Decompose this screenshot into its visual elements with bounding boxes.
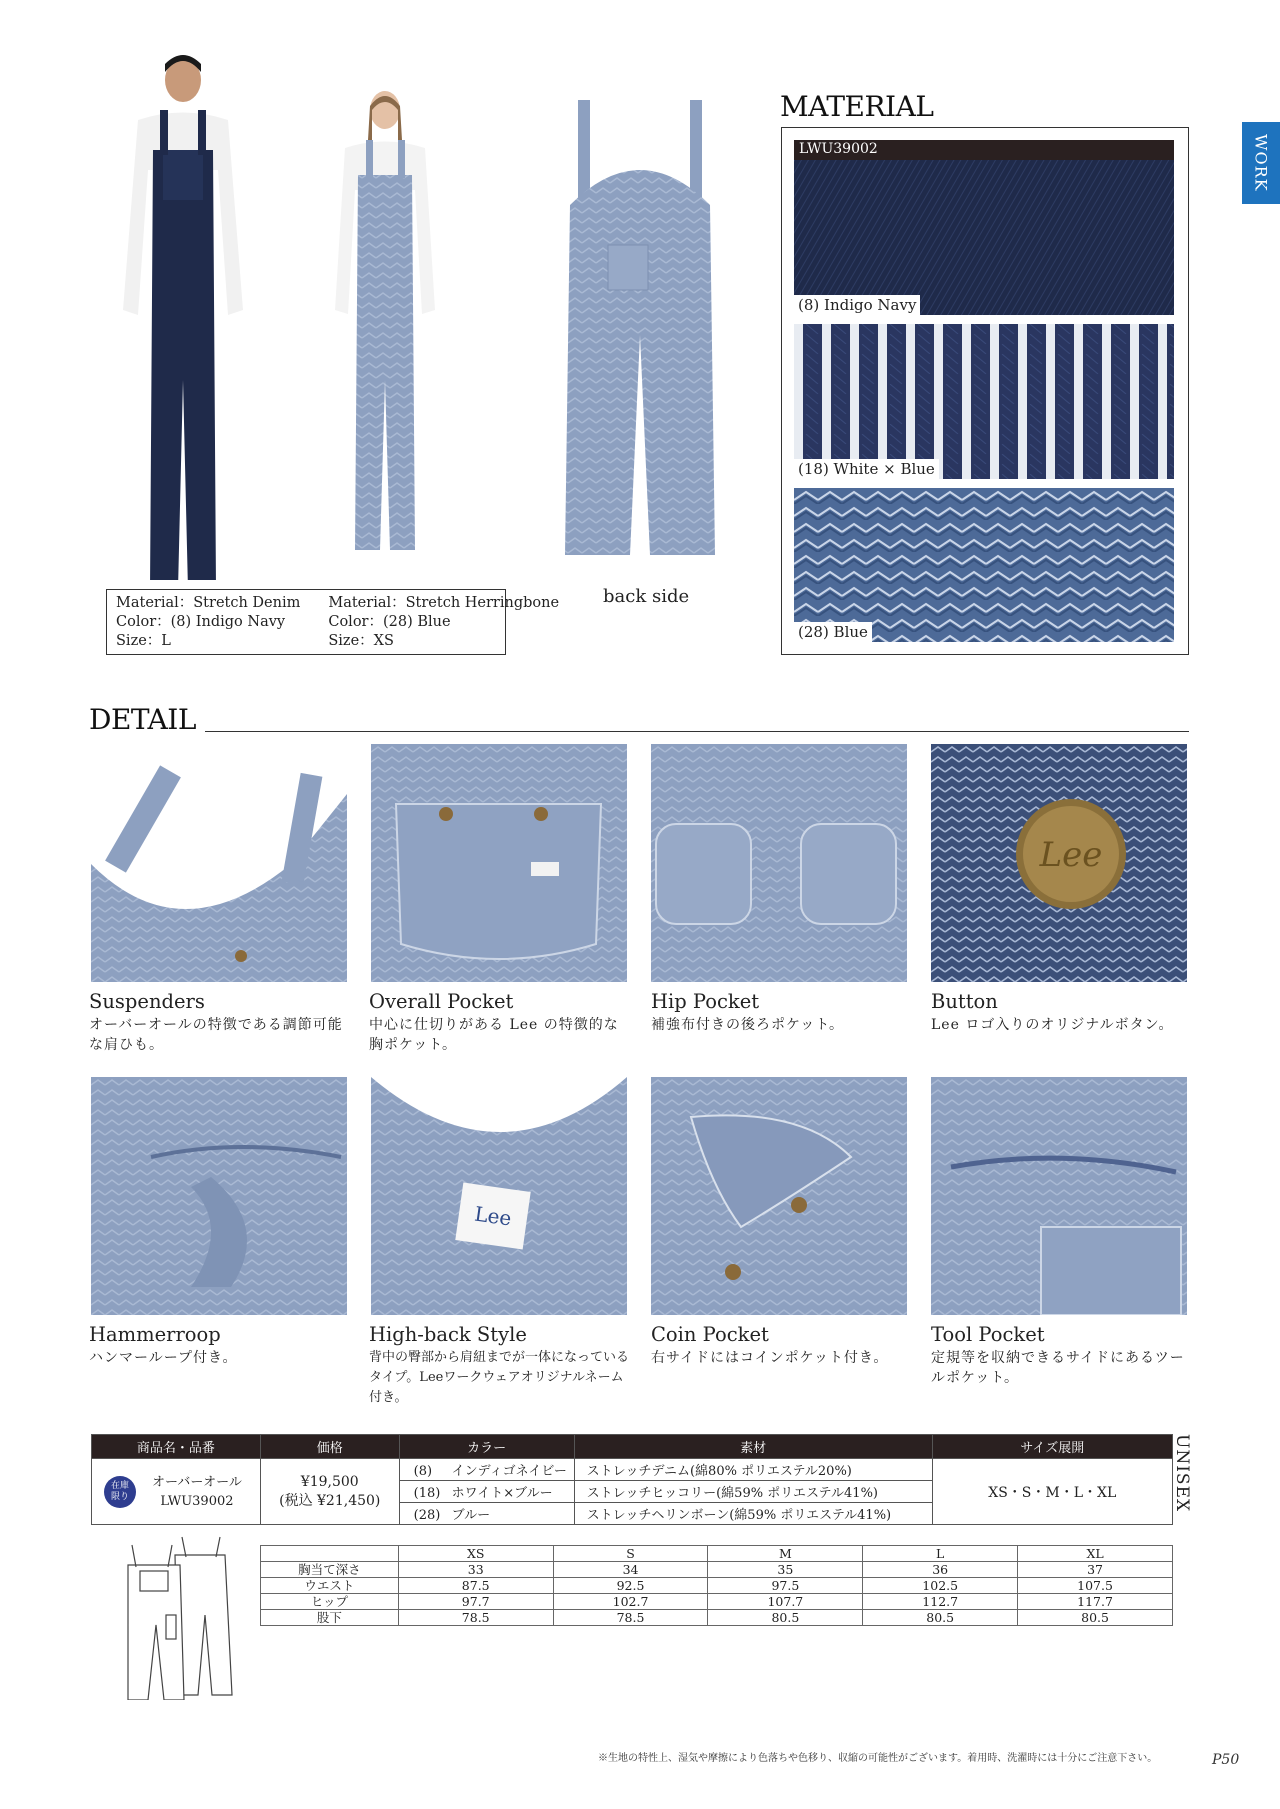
detail-title-coin-pocket: Coin Pocket — [651, 1323, 769, 1346]
color-name: ブルー — [451, 1508, 491, 1523]
product-table-header — [92, 1435, 1173, 1459]
swatch-label: (18) White × Blue — [794, 459, 939, 479]
stock-limited-badge — [104, 1476, 136, 1508]
size-cell: 80.5 — [708, 1610, 863, 1626]
detail-title-button: Button — [931, 990, 998, 1013]
header-material: 素材 — [574, 1435, 932, 1459]
model-male-photo — [108, 50, 258, 580]
size-header-blank — [261, 1546, 399, 1562]
size-row-label: ウエスト — [261, 1578, 399, 1594]
detail-title-hip-pocket: Hip Pocket — [651, 990, 760, 1013]
size-cell: 37 — [1018, 1562, 1173, 1578]
size-row-label: 股下 — [261, 1610, 399, 1626]
spec-material: Material：Stretch Herringbone — [328, 595, 560, 611]
size-cell: 97.7 — [398, 1594, 553, 1610]
size-cell: 80.5 — [863, 1610, 1018, 1626]
size-cell: 80.5 — [1018, 1610, 1173, 1626]
detail-desc-overall-pocket: 中心に仕切りがある Lee の特徴的な胸ポケット。 — [369, 1017, 619, 1053]
size-cell: 35 — [708, 1562, 863, 1578]
spec-material: Material：Stretch Denim — [116, 595, 301, 611]
spec-size: Size：L — [116, 633, 171, 649]
size-cell: 87.5 — [398, 1578, 553, 1594]
size-cell: 33 — [398, 1562, 553, 1578]
detail-title-overall-pocket: Overall Pocket — [369, 990, 514, 1013]
size-row-label: 胸当て深さ — [261, 1562, 399, 1578]
model-right-spec — [328, 594, 559, 650]
material-heading: MATERIAL — [780, 90, 934, 123]
model-female-photo — [320, 80, 450, 580]
work-tab-label: WORK — [1251, 134, 1271, 192]
color-cell — [399, 1503, 574, 1525]
photo-coin-pocket — [651, 1077, 907, 1315]
detail-title-tool-pocket: Tool Pocket — [931, 1323, 1045, 1346]
spec-size: Size：XS — [328, 633, 394, 649]
detail-title-suspenders: Suspenders — [89, 990, 205, 1013]
size-cell: 107.7 — [708, 1594, 863, 1610]
material-box — [781, 127, 1189, 655]
product-table — [91, 1434, 1173, 1525]
spec-color: Color：(28) Blue — [328, 614, 451, 630]
size-col-header: XS — [398, 1546, 553, 1562]
price: ¥19,500 — [300, 1473, 359, 1490]
price-cell — [260, 1459, 399, 1525]
size-col-header: M — [708, 1546, 863, 1562]
size-cell: 107.5 — [1018, 1578, 1173, 1594]
detail-desc-button: Lee ロゴ入りのオリジナルボタン。 — [931, 1017, 1174, 1033]
model-spec-box — [106, 589, 560, 655]
swatch-indigo-navy — [794, 160, 1174, 315]
size-cell: 36 — [863, 1562, 1018, 1578]
overall-line-drawing — [120, 1535, 240, 1700]
swatch-blue — [794, 488, 1174, 642]
size-table — [260, 1545, 1173, 1626]
material-cell: ストレッチヒッコリー(綿59% ポリエステル41%) — [574, 1481, 932, 1503]
color-number: (8) — [413, 1464, 433, 1479]
table-row — [261, 1594, 1173, 1610]
photo-hammerroop — [91, 1077, 347, 1315]
table-row — [261, 1562, 1173, 1578]
size-row-label: ヒップ — [261, 1594, 399, 1610]
photo-overall-pocket — [371, 744, 627, 982]
material-code: LWU39002 — [799, 141, 878, 157]
color-number: (28) — [413, 1508, 441, 1523]
size-cell: 102.5 — [863, 1578, 1018, 1594]
stock-limited-text: 在庫限り — [110, 1480, 129, 1502]
size-table-header — [261, 1546, 1173, 1562]
detail-desc-high-back: 背中の臀部から肩紐までが一体になっているタイプ。Leeワークウェアオリジナルネーム付き。 — [369, 1350, 630, 1405]
size-col-header: L — [863, 1546, 1018, 1562]
sizes-cell: XS・S・M・L・XL — [932, 1459, 1172, 1525]
detail-desc-tool-pocket: 定規等を収納できるサイドにあるツールポケット。 — [931, 1350, 1185, 1386]
material-cell: ストレッチヘリンボーン(綿59% ポリエステル41%) — [574, 1503, 932, 1525]
detail-desc-coin-pocket: 右サイドにはコインポケット付き。 — [651, 1350, 889, 1366]
size-col-header: S — [553, 1546, 708, 1562]
table-row — [261, 1610, 1173, 1626]
detail-title-hammerroop: Hammerroop — [89, 1323, 221, 1346]
size-cell: 34 — [553, 1562, 708, 1578]
header-sizes: サイズ展開 — [932, 1435, 1172, 1459]
swatch-label: (28) Blue — [794, 622, 872, 642]
size-cell: 102.7 — [553, 1594, 708, 1610]
size-cell: 112.7 — [863, 1594, 1018, 1610]
size-col-header: XL — [1018, 1546, 1173, 1562]
header-color: カラー — [399, 1435, 574, 1459]
photo-hip-pocket — [651, 744, 907, 982]
size-cell: 97.5 — [708, 1578, 863, 1594]
detail-desc-hammerroop: ハンマーループ付き。 — [89, 1350, 238, 1366]
svg-text:Lee: Lee — [1039, 835, 1103, 875]
size-cell: 78.5 — [553, 1610, 708, 1626]
header-name-code: 商品名・品番 — [92, 1435, 261, 1459]
photo-high-back — [371, 1077, 627, 1315]
photo-tool-pocket — [931, 1077, 1187, 1315]
product-name-cell — [92, 1459, 261, 1525]
material-code-bar — [794, 140, 1174, 160]
photo-suspenders — [91, 744, 347, 982]
back-side-caption: back side — [603, 586, 690, 607]
detail-heading-rule — [205, 731, 1189, 732]
detail-heading: DETAIL — [89, 703, 196, 736]
detail-title-high-back: High-back Style — [369, 1323, 527, 1346]
size-cell: 117.7 — [1018, 1594, 1173, 1610]
model-left-spec — [116, 594, 300, 650]
size-cell: 92.5 — [553, 1578, 708, 1594]
unisex-label: UNISEX — [1172, 1434, 1192, 1513]
svg-text:Lee: Lee — [473, 1201, 513, 1231]
spec-color: Color：(8) Indigo Navy — [116, 614, 286, 630]
color-name: ホワイト×ブルー — [451, 1486, 553, 1501]
price-tax-included: (税込 ¥21,450) — [279, 1492, 381, 1509]
detail-desc-suspenders: オーバーオールの特徴である調節可能な肩ひも。 — [89, 1017, 343, 1053]
size-cell: 78.5 — [398, 1610, 553, 1626]
back-side-photo — [540, 95, 740, 555]
swatch-label: (8) Indigo Navy — [794, 295, 920, 315]
color-cell — [399, 1481, 574, 1503]
color-name: インディゴネイビー — [451, 1464, 567, 1479]
table-row — [92, 1459, 1173, 1481]
detail-desc-hip-pocket: 補強布付きの後ろポケット。 — [651, 1017, 845, 1033]
swatch-white-blue — [794, 324, 1174, 479]
color-number: (18) — [413, 1486, 441, 1501]
page-number: P50 — [1212, 1752, 1240, 1768]
material-cell: ストレッチデニム(綿80% ポリエステル20%) — [574, 1459, 932, 1481]
product-code: LWU39002 — [160, 1493, 234, 1509]
work-side-tab — [1242, 122, 1280, 204]
header-price: 価格 — [260, 1435, 399, 1459]
color-cell — [399, 1459, 574, 1481]
product-name: オーバーオール — [152, 1474, 242, 1490]
footnote: ※生地の特性上、湿気や摩擦により色落ちや色移り、収縮の可能性がございます。着用時、洗濯時には十分にご注意下さい。 — [598, 1753, 1158, 1764]
photo-button — [931, 744, 1187, 982]
table-row — [261, 1578, 1173, 1594]
